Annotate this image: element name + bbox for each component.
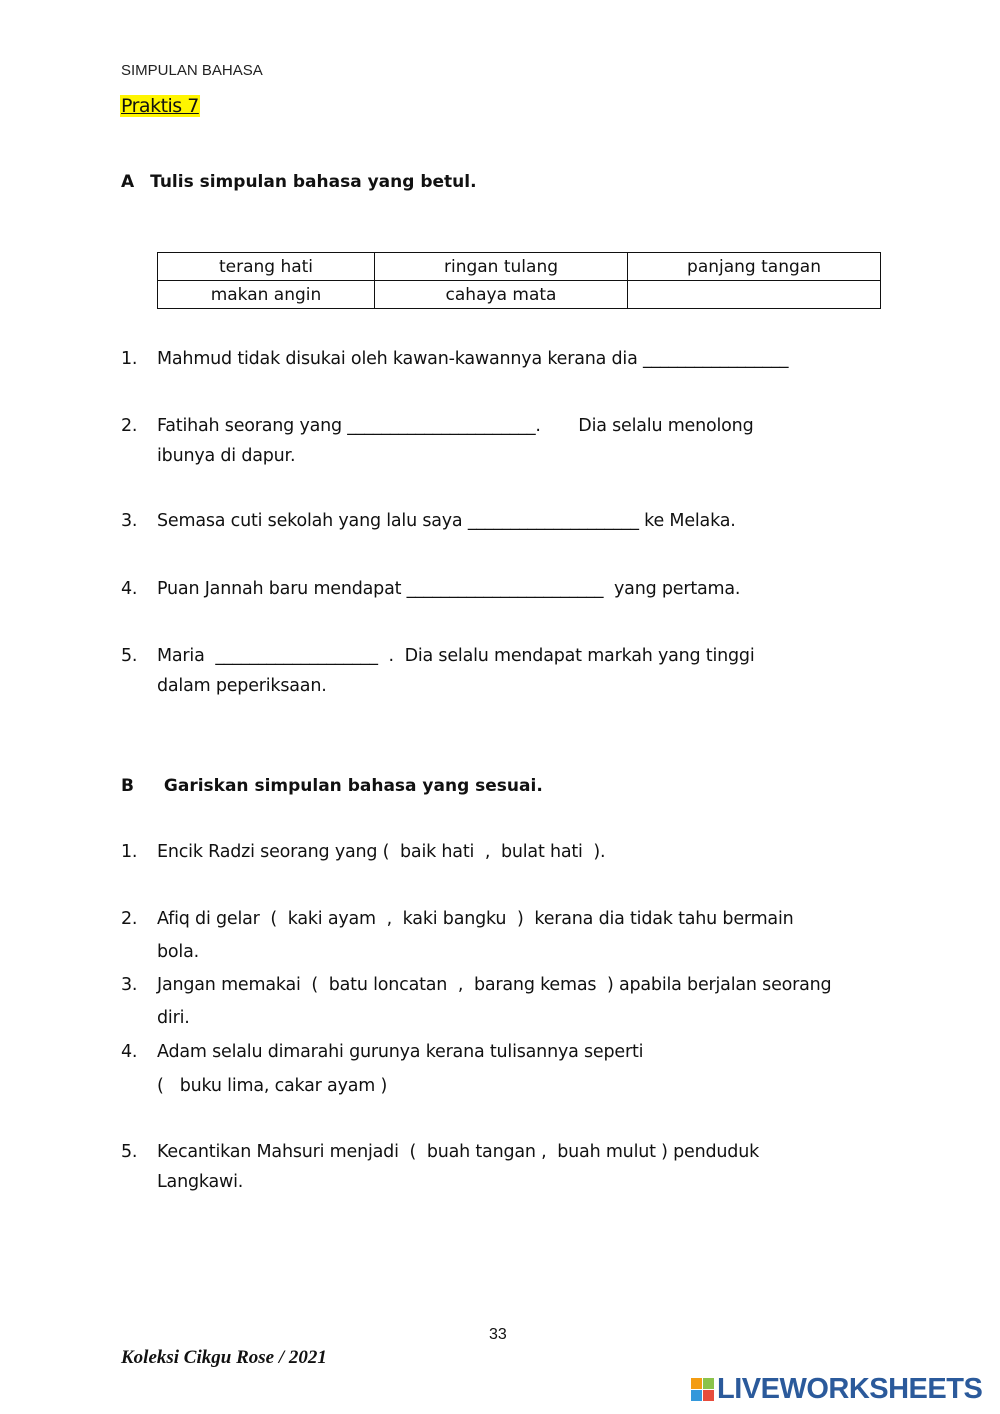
- question-a3: [0, 511, 1000, 535]
- question-text-continued: Langkawi.: [157, 1172, 244, 1192]
- word-bank-cell: cahaya mata: [375, 281, 628, 309]
- question-b4: [0, 1042, 1000, 1100]
- word-bank-cell: panjang tangan: [628, 253, 881, 281]
- section-b-letter: B: [121, 776, 134, 796]
- question-b1: [0, 842, 1000, 866]
- section-a-letter: A: [121, 172, 135, 192]
- section-b-heading: [121, 776, 543, 796]
- question-text-continued: dalam peperiksaan.: [157, 676, 327, 696]
- question-number: 3.: [121, 511, 138, 531]
- word-bank-cell: makan angin: [158, 281, 375, 309]
- question-text[interactable]: Afiq di gelar ( kaki ayam , kaki bangku ) kerana dia tidak tahu bermain: [157, 909, 794, 929]
- word-bank-row: [158, 281, 881, 309]
- word-bank-row: [158, 253, 881, 281]
- question-text-continued: ibunya di dapur.: [157, 446, 296, 466]
- question-number: 2.: [121, 416, 138, 436]
- question-b5: [0, 1142, 1000, 1200]
- question-text-continued: diri.: [157, 1008, 190, 1028]
- page-number: 33: [489, 1326, 507, 1343]
- word-bank-cell: ringan tulang: [375, 253, 628, 281]
- praktis-title: Praktis 7: [121, 95, 199, 117]
- liveworksheets-brand-text: LIVEWORKSHEETS: [717, 1373, 983, 1405]
- question-text[interactable]: Fatihah seorang yang ______________________. Dia selalu menolong: [157, 416, 754, 436]
- question-a5: [0, 646, 1000, 702]
- word-bank-cell: terang hati: [158, 253, 375, 281]
- question-text[interactable]: Encik Radzi seorang yang ( baik hati , bulat hati ).: [157, 842, 606, 862]
- footer-credit: Koleksi Cikgu Rose / 2021: [121, 1347, 327, 1368]
- question-number: 1.: [121, 842, 138, 862]
- question-a1: [0, 349, 1000, 373]
- question-text-continued: bola.: [157, 942, 199, 962]
- section-a-instruction: Tulis simpulan bahasa yang betul.: [150, 172, 477, 192]
- question-number: 5.: [121, 1142, 138, 1162]
- question-a4: [0, 579, 1000, 603]
- question-text[interactable]: Adam selalu dimarahi gurunya kerana tulisannya seperti: [157, 1042, 644, 1062]
- question-number: 4.: [121, 1042, 138, 1062]
- word-bank-cell: [628, 281, 881, 309]
- question-a2: [0, 416, 1000, 472]
- question-text[interactable]: Mahmud tidak disukai oleh kawan-kawannya kerana dia _________________: [157, 349, 789, 369]
- question-text[interactable]: Maria ___________________ . Dia selalu mendapat markah yang tinggi: [157, 646, 755, 666]
- word-bank-table: [157, 252, 881, 309]
- question-number: 1.: [121, 349, 138, 369]
- liveworksheets-logo-icon: [691, 1378, 714, 1401]
- question-number: 2.: [121, 909, 138, 929]
- question-b2: [0, 909, 1000, 967]
- question-text[interactable]: Puan Jannah baru mendapat _______________________ yang pertama.: [157, 579, 741, 599]
- question-number: 5.: [121, 646, 138, 666]
- question-text[interactable]: Semasa cuti sekolah yang lalu saya ____________________ ke Melaka.: [157, 511, 736, 531]
- section-b-instruction: Gariskan simpulan bahasa yang sesuai.: [163, 776, 543, 796]
- question-text[interactable]: Kecantikan Mahsuri menjadi ( buah tangan , buah mulut ) penduduk: [157, 1142, 760, 1162]
- question-text[interactable]: Jangan memakai ( batu loncatan , barang kemas ) apabila berjalan seorang: [157, 975, 832, 995]
- document-header-label: SIMPULAN BAHASA: [121, 62, 263, 79]
- liveworksheets-logo[interactable]: [691, 1373, 982, 1406]
- question-number: 3.: [121, 975, 138, 995]
- question-text-continued[interactable]: ( buku lima, cakar ayam ): [157, 1076, 388, 1096]
- section-a-heading: [121, 172, 477, 192]
- question-number: 4.: [121, 579, 138, 599]
- question-b3: [0, 975, 1000, 1033]
